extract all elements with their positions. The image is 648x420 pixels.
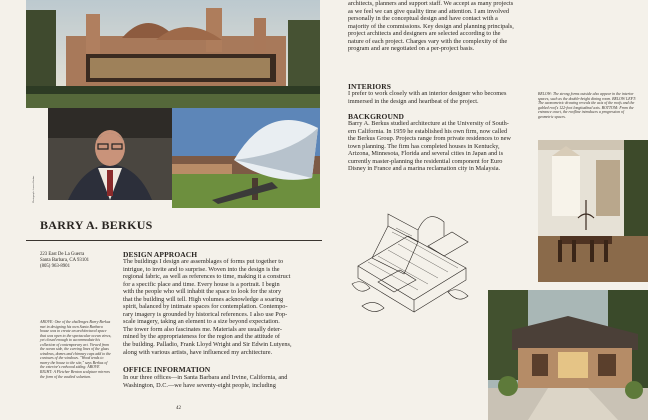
text-line: architects, planners and support staff. We accept as many projects — [348, 0, 514, 7]
design-approach-text — [123, 258, 338, 356]
text-line: majority of the commissions. Key design and planning principals, — [348, 22, 514, 30]
text-line: nature of each project. Charges vary with the complexity of the — [348, 37, 508, 45]
house-ocean-side-photo — [26, 0, 320, 108]
text-line: Disney in France and a marina reclamation city in Malaysia. — [348, 165, 501, 173]
text-line: rary imagery is grounded by historical references. I also use Pop- — [123, 310, 288, 318]
interiors-heading: INTERIORS — [348, 82, 391, 91]
text-line: scale imagery, taking an element to a size beyond expectation. — [123, 318, 280, 326]
title-rule — [26, 240, 322, 241]
text-line: I prefer to work closely with an interior designer who becomes — [348, 90, 507, 97]
background-heading: BACKGROUND — [348, 112, 405, 121]
continuation-text — [348, 0, 526, 53]
text-line: The tower form also fascinates me. Materials are usually deter- — [123, 325, 282, 333]
text-line: Arizona, Minnesota, Florida and several cities in Japan and is — [348, 150, 504, 158]
text-line: currently master-planning the residential component for Euro — [348, 157, 503, 165]
text-line: the Berkus Group. Projects range from private residences to new — [348, 135, 511, 143]
portrait-photo — [48, 108, 172, 200]
text-line: for a specific place and time. Every house is a portrait. I begin — [123, 280, 280, 288]
address-line: Santa Barbara, CA 93101 — [40, 258, 90, 264]
text-line: as we feel we can give quality time and attention. I am involved — [348, 7, 510, 15]
address-line: (805) 963-8901 — [40, 264, 70, 270]
axonometric-drawing — [348, 196, 480, 322]
text-line: ern California. In 1959 he established his own firm, now called — [348, 127, 508, 135]
text-line: program and are negotiated on a per-project basis. — [348, 45, 475, 53]
text-line: regional fabric, as well as references to time, making it a construct — [123, 273, 291, 281]
photo-credit-text: Photograph: Jerome Berkus — [33, 175, 35, 203]
text-line: spirit, balanced by intimate spaces for contemplation. Contempo- — [123, 303, 288, 311]
page-title: BARRY A. BERKUS — [40, 218, 153, 232]
interiors-text — [348, 90, 526, 105]
text-line: project architects and designers are selected according to the — [348, 30, 501, 38]
text-line: In our three offices—in Santa Barbara and Irvine, California, and — [123, 374, 288, 381]
text-line: personally in the conceptual design and have contact with a — [348, 15, 498, 23]
text-line: mined by the appropriateness for the region and the attitude of — [123, 333, 281, 341]
caption-right: BELOW: The strong forms outside also appear in the interior spaces, such as the double-height dining room. BELOW LEFT: The axonometric drawing reveals the axis of the roofs and the gabled roof's 122-foot longitudinal axis. BOTTOM: From the entrance court, the roofline introduces a progression of geometric spaces. — [538, 92, 637, 119]
text-line: along with various artists, have influenced my architecture. — [123, 348, 273, 356]
text-line: The buildings I design are assemblages of forms put together to — [123, 258, 284, 265]
dining-room-photo — [538, 140, 648, 282]
office-information-text — [123, 374, 338, 389]
caption-left: ABOVE: One of the challenges Barry Berkus met in designing his own Santa Barbara house was to create an architectural space that was open to the spectacular ocean views, yet closed enough to accommodate his collection of contemporary art. Viewed from the ocean side, the curving lines of the glass windows, domes and chimney caps add to the contours of the windows. "Wood tends to marry the house to the site," says Berkus of the exterior's redwood siding. ABOVE RIGHT: A Fletcher Benton sculpture mirrors the form of the vaulted solarium. — [40, 320, 112, 379]
text-line: immersed in the design and heartbeat of the project. — [348, 97, 479, 105]
office-information-heading: OFFICE INFORMATION — [123, 365, 211, 374]
address-line: 223 East De La Guerra — [40, 252, 85, 257]
text-line: town planning. The firm has completed houses in Kentucky, — [348, 142, 500, 150]
text-line: that the building will tell. High volumes acknowledge a soaring — [123, 295, 284, 303]
text-line: intrigue, to invite and to surprise. Woven into the design is the — [123, 265, 280, 273]
text-line: Barry A. Berkus studied architecture at the University of South- — [348, 120, 509, 127]
address-block — [40, 252, 120, 271]
text-line: the building. Palladio, Frank Lloyd Wright and Sir Edwin Lutyens, — [123, 341, 292, 349]
page-number: 42 — [176, 406, 181, 411]
entrance-court-photo — [488, 290, 648, 420]
text-line: Washington, D.C.—we have seventy-eight people, including — [123, 381, 276, 389]
text-line: with the people who will inhabit the space to look for the story — [123, 288, 282, 296]
photo-credit — [33, 163, 38, 203]
background-text — [348, 120, 526, 173]
sculpture-photo — [172, 108, 320, 208]
design-approach-heading: DESIGN APPROACH — [123, 250, 198, 259]
